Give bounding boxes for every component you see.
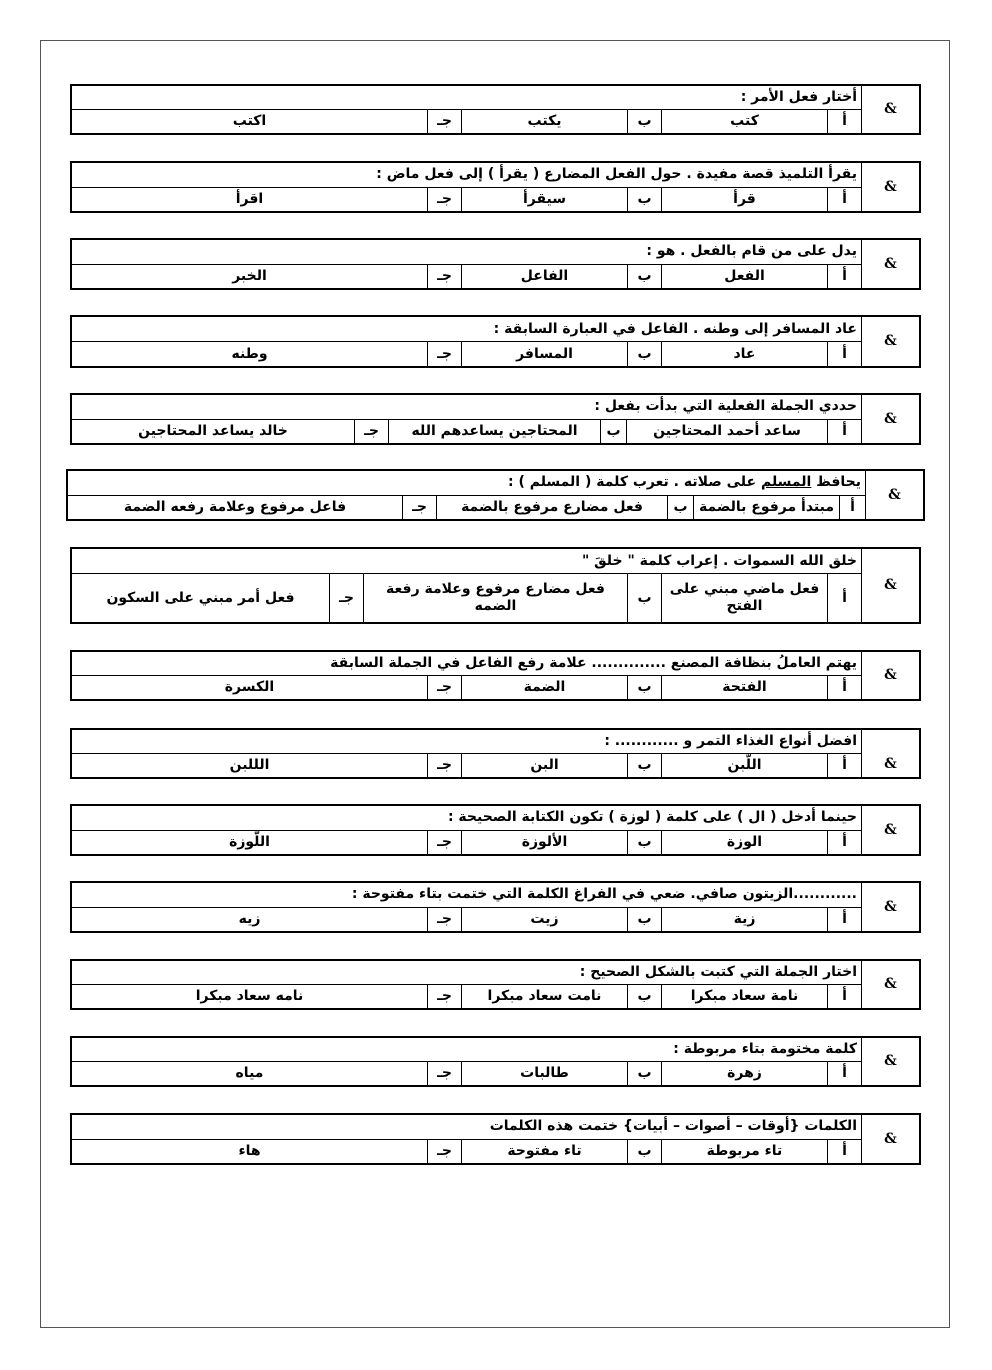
option-label: ب — [628, 1062, 662, 1086]
question-1 — [70, 84, 921, 135]
underlined-word: المسلم — [760, 474, 812, 491]
option-b[interactable]: الضمة — [462, 676, 628, 700]
question-9 — [70, 728, 921, 779]
question-5 — [70, 393, 921, 445]
option-label: جـ — [330, 574, 364, 623]
option-label: أ — [828, 187, 862, 212]
option-a[interactable]: ساعد أحمد المحتاجين — [627, 419, 828, 444]
question-stem: اختار الجملة التي كتبت بالشكل الصحيح : — [72, 961, 862, 985]
ampersand-icon: & — [862, 652, 920, 700]
question-10 — [70, 804, 921, 856]
option-a[interactable]: تاء مربوطة — [662, 1139, 828, 1164]
question-stem: افضل أنواع الغذاء التمر و ............ : — [72, 730, 862, 754]
question-6 — [66, 469, 925, 521]
option-label: أ — [828, 907, 862, 932]
option-a[interactable]: الفعل — [662, 264, 828, 289]
option-label: أ — [828, 419, 862, 444]
option-b[interactable]: الفاعل — [462, 264, 628, 289]
ampersand-icon: & — [862, 1115, 920, 1164]
question-stem: حينما أدخل ( ال ) على كلمة ( لوزة ) تكون الكتابة الصحيحة : — [72, 806, 862, 831]
option-c[interactable]: الخبر — [72, 264, 428, 289]
ampersand-icon: & — [862, 317, 920, 367]
option-c[interactable]: فعل أمر مبني على السكون — [72, 574, 330, 623]
question-stem: يحافظ المسلم على صلاته . تعرب كلمة ( المسلم ) : — [68, 471, 866, 496]
option-label: جـ — [428, 110, 462, 134]
ampersand-icon: & — [862, 163, 920, 212]
option-b[interactable]: تاء مفتوحة — [462, 1139, 628, 1164]
option-c[interactable]: فاعل مرفوع وعلامة رفعه الضمة — [68, 495, 403, 520]
option-a[interactable]: زهرة — [662, 1062, 828, 1086]
option-label: أ — [828, 830, 862, 855]
option-a[interactable]: فعل ماضي مبني على الفتح — [662, 574, 828, 623]
option-label: أ — [828, 110, 862, 134]
option-label: جـ — [428, 264, 462, 289]
option-b[interactable]: الألوزة — [462, 830, 628, 855]
option-a[interactable]: اللّبن — [662, 754, 828, 778]
option-a[interactable]: قرأ — [662, 187, 828, 212]
option-label: جـ — [428, 676, 462, 700]
option-b[interactable]: زيت — [462, 907, 628, 932]
question-7 — [70, 547, 921, 624]
option-label: جـ — [428, 1062, 462, 1086]
option-c[interactable]: نامه سعاد مبكرا — [72, 985, 428, 1009]
option-label: جـ — [428, 342, 462, 367]
question-12 — [70, 959, 921, 1010]
question-11 — [70, 881, 921, 933]
option-label: ب — [628, 1139, 662, 1164]
ampersand-icon: & — [862, 86, 920, 134]
option-label: ب — [628, 342, 662, 367]
question-stem: يهتم العاملُ بنظافة المصنع .............. علامة رفع الفاعل في الجملة السابقة — [72, 652, 862, 676]
option-label: ب — [628, 676, 662, 700]
option-label: جـ — [355, 419, 389, 444]
option-label: ب — [668, 495, 694, 520]
ampersand-icon: & — [862, 1038, 920, 1086]
ampersand-icon: & — [862, 730, 920, 778]
option-label: أ — [828, 264, 862, 289]
option-label: ب — [628, 110, 662, 134]
option-label: ب — [628, 754, 662, 778]
option-c[interactable]: الكسرة — [72, 676, 428, 700]
option-c[interactable]: خالد يساعد المحتاجين — [72, 419, 355, 444]
option-label: جـ — [428, 985, 462, 1009]
option-c[interactable]: مياه — [72, 1062, 428, 1086]
option-label: ب — [601, 419, 627, 444]
question-stem: حددي الجملة الفعلية التي بدأت بفعل : — [72, 395, 862, 420]
question-14 — [70, 1113, 921, 1165]
option-label: أ — [828, 754, 862, 778]
ampersand-icon: & — [862, 961, 920, 1009]
option-b[interactable]: يكتب — [462, 110, 628, 134]
option-label: ب — [628, 264, 662, 289]
option-label: جـ — [428, 1139, 462, 1164]
question-stem: خلق الله السموات . إعراب كلمة " خلقَ " — [72, 549, 862, 574]
question-8 — [70, 650, 921, 701]
option-a[interactable]: عاد — [662, 342, 828, 367]
option-b[interactable]: سيقرأ — [462, 187, 628, 212]
question-stem: الكلمات {أوقات – أصوات – أبيات} ختمت هذه الكلمات — [72, 1115, 862, 1140]
option-label: جـ — [428, 907, 462, 932]
question-13 — [70, 1036, 921, 1087]
option-b[interactable]: المسافر — [462, 342, 628, 367]
ampersand-icon: & — [862, 883, 920, 932]
option-label: أ — [840, 495, 866, 520]
question-3 — [70, 238, 921, 290]
option-a[interactable]: الوزة — [662, 830, 828, 855]
question-stem: عاد المسافر إلى وطنه . الفاعل في العبارة السابقة : — [72, 317, 862, 342]
option-b[interactable]: فعل مضارع مرفوع بالضمة — [437, 495, 668, 520]
option-label: أ — [828, 1139, 862, 1164]
option-label: أ — [828, 985, 862, 1009]
option-c[interactable]: اكتب — [72, 110, 428, 134]
option-a[interactable]: نامة سعاد مبكرا — [662, 985, 828, 1009]
option-label: ب — [628, 187, 662, 212]
option-c[interactable]: زيه — [72, 907, 428, 932]
question-stem: يقرأ التلميذ قصة مفيدة . حول الفعل المضارع ( يقرأ ) إلى فعل ماض : — [72, 163, 862, 188]
option-label: جـ — [428, 187, 462, 212]
option-c[interactable]: اقرأ — [72, 187, 428, 212]
option-label: جـ — [428, 830, 462, 855]
option-label: أ — [828, 676, 862, 700]
ampersand-icon: & — [866, 471, 924, 520]
option-label: أ — [828, 342, 862, 367]
option-a[interactable]: الفتحة — [662, 676, 828, 700]
option-label: ب — [628, 985, 662, 1009]
option-label: ب — [628, 907, 662, 932]
ampersand-icon: & — [862, 806, 920, 855]
option-b[interactable]: فعل مضارع مرفوع وعلامة رفعة الضمه — [364, 574, 628, 623]
ampersand-icon: & — [862, 395, 920, 444]
option-c[interactable]: اللّوزة — [72, 830, 428, 855]
ampersand-icon: & — [862, 240, 920, 289]
question-2 — [70, 161, 921, 213]
option-label: ب — [628, 574, 662, 623]
option-b[interactable]: المحتاجين يساعدهم الله — [389, 419, 601, 444]
question-stem: كلمة مختومة بتاء مربوطة : — [72, 1038, 862, 1062]
option-c[interactable]: هاء — [72, 1139, 428, 1164]
question-stem: يدل على من قام بالفعل . هو : — [72, 240, 862, 265]
question-stem: ............الزيتون صافي. ضعي في الفراغ الكلمة التي ختمت بتاء مفتوحة : — [72, 883, 862, 908]
option-c[interactable]: وطنه — [72, 342, 428, 367]
question-4 — [70, 315, 921, 368]
option-a[interactable]: مبتدأ مرفوع بالضمة — [694, 495, 840, 520]
option-b[interactable]: نامت سعاد مبكرا — [462, 985, 628, 1009]
option-label: أ — [828, 574, 862, 623]
option-label: ب — [628, 830, 662, 855]
option-b[interactable]: البن — [462, 754, 628, 778]
option-a[interactable]: زية — [662, 907, 828, 932]
option-c[interactable]: الللبن — [72, 754, 428, 778]
question-stem: أختار فعل الأمر : — [72, 86, 862, 110]
option-b[interactable]: طالبات — [462, 1062, 628, 1086]
option-label: جـ — [428, 754, 462, 778]
option-a[interactable]: كتب — [662, 110, 828, 134]
option-label: أ — [828, 1062, 862, 1086]
option-label: جـ — [403, 495, 437, 520]
ampersand-icon: & — [862, 549, 920, 623]
